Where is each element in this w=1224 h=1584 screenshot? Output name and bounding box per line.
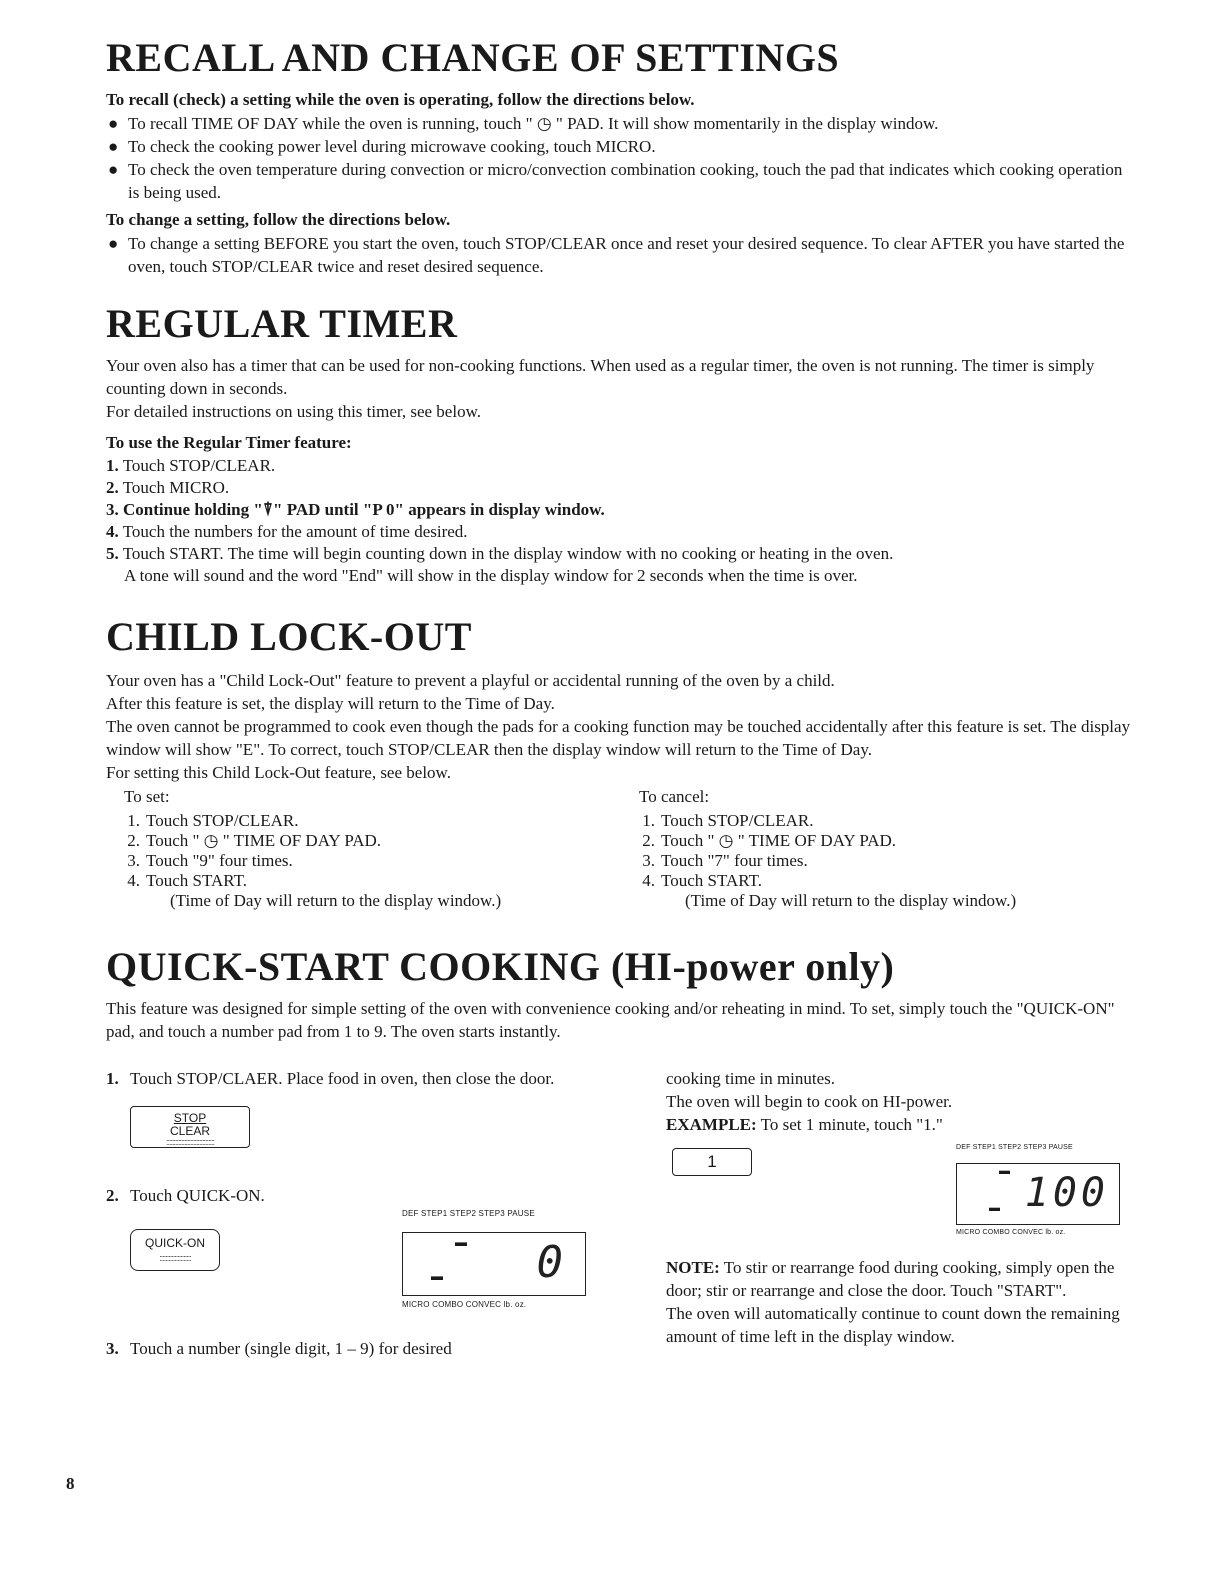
- quick-step-3: 3. Touch a number (single digit, 1 – 9) for desired: [106, 1339, 452, 1358]
- manual-page: [106, 36, 1136, 1360]
- list-item: 2. Touch " ◷ " TIME OF DAY PAD.: [642, 831, 897, 850]
- list-item: ● To recall TIME OF DAY while the oven is running, touch " ◷ " PAD. It will show momentarily in the display window.: [108, 114, 939, 133]
- quick-step-3-continued: The oven will begin to cook on HI-power.: [666, 1092, 953, 1111]
- cancel-column: [621, 786, 1136, 911]
- quick-section: [106, 945, 1136, 1360]
- recall-bullet-list: [106, 112, 1136, 204]
- list-item: 2. Touch " ◷ " TIME OF DAY PAD.: [127, 831, 382, 850]
- pad-dots: :::::::::::::::::::::: [159, 1253, 191, 1263]
- list-item: 1. Touch STOP/CLEAR.: [642, 811, 814, 830]
- timer-steps: [106, 455, 1136, 587]
- list-item-note: A tone will sound and the word "End" will show in the display window for 2 seconds when the time is over.: [124, 566, 858, 585]
- display-digits: 0: [536, 1237, 563, 1288]
- display-screen: [956, 1163, 1120, 1225]
- change-bullet-list: [106, 232, 1136, 278]
- example-figure: [666, 1136, 1136, 1256]
- number-pad-1[interactable]: 1: [672, 1148, 752, 1176]
- list-item: ● To check the cooking power level during microwave cooking, touch MICRO.: [108, 137, 656, 156]
- indicator-dash: ▬: [989, 1202, 1000, 1214]
- pad-dots: ::::::::::::::::::::::::::::::::: [165, 1137, 214, 1147]
- list-item: 3. Touch "9" four times.: [127, 851, 293, 870]
- bullet-icon: ●: [108, 234, 119, 253]
- bullet-icon: ●: [108, 114, 119, 133]
- list-item-note: (Time of Day will return to the display window.): [685, 891, 1017, 910]
- child-title: CHILD LOCK-OUT: [106, 614, 472, 659]
- timer-subheading: To use the Regular Timer feature:: [106, 433, 352, 452]
- cancel-label: To cancel:: [639, 787, 710, 806]
- list-item: 4. Touch START.: [642, 871, 762, 890]
- list-item: 4. Touch the numbers for the amount of time desired.: [106, 522, 468, 541]
- quick-step-2: 2. Touch QUICK-ON.: [106, 1186, 265, 1205]
- display-bottom-labels: MICRO COMBO CONVEC lb. oz.: [402, 1300, 527, 1309]
- list-item: ● To change a setting BEFORE you start the oven, touch STOP/CLEAR once and reset your desired sequence. To clear AFTER you have started the oven, touch STOP/CLEAR twice and reset desired sequence.: [108, 234, 1125, 276]
- note-paragraph: The oven will automatically continue to count down the remaining amount of time left in the display window.: [666, 1304, 1120, 1346]
- example-line: EXAMPLE: To set 1 minute, touch "1.": [666, 1115, 943, 1134]
- indicator-dash: ▬: [431, 1269, 443, 1283]
- display-digits: 100: [1024, 1170, 1109, 1216]
- display-top-labels: DEF STEP1 STEP2 STEP3 PAUSE: [402, 1209, 535, 1218]
- list-item: 4. Touch START.: [127, 871, 247, 890]
- list-item-note: (Time of Day will return to the display window.): [170, 891, 502, 910]
- quick-title: QUICK-START COOKING (HI-power only): [106, 944, 895, 989]
- list-item: 3. Touch "7" four times.: [642, 851, 808, 870]
- stop-clear-pad[interactable]: STOP CLEAR ::::::::::::::::::::::::::::::::: [130, 1106, 250, 1148]
- indicator-dash: ▬: [999, 1165, 1010, 1177]
- quick-right-column: [666, 1067, 1136, 1360]
- timer-paragraph: Your oven also has a timer that can be used for non-cooking functions. When used as a regular timer, the oven is not running. The timer is simply counting down in seconds.: [106, 356, 1095, 398]
- display-window: [402, 1209, 586, 1309]
- list-item: ● To check the oven temperature during convection or micro/convection combination cooking, touch the pad that indicates which cooking operation is being used.: [108, 160, 1123, 202]
- list-item: 1. Touch STOP/CLEAR.: [106, 456, 276, 475]
- child-paragraph: The oven cannot be programmed to cook even though the pads for a cooking function may be touched accidentally after this feature is set. The display window will show "E". To correct, touch STOP/CLEAR then the display window will return to the Time of Day.: [106, 717, 1131, 759]
- child-columns: [106, 786, 1136, 911]
- recall-section: [106, 36, 1136, 278]
- page-number: 8: [66, 1474, 75, 1493]
- timer-section: [106, 302, 1136, 587]
- set-steps: [106, 811, 621, 911]
- quick-step-3-continued: cooking time in minutes.: [666, 1069, 836, 1088]
- quick-on-pad[interactable]: QUICK-ON :::::::::::::::::::::: [130, 1229, 220, 1271]
- display-screen: [402, 1232, 586, 1296]
- quick-step-2-figure: [106, 1207, 666, 1337]
- note-paragraph: NOTE: To stir or rearrange food during cooking, simply open the door; stir or rearrange and close the door. Touch "START".: [666, 1258, 1115, 1300]
- change-subheading: To change a setting, follow the directions below.: [106, 210, 451, 229]
- recall-title: RECALL AND CHANGE OF SETTINGS: [106, 35, 840, 80]
- display-window: [956, 1144, 1120, 1236]
- child-paragraph: Your oven has a "Child Lock-Out" feature to prevent a playful or accidental running of the oven by a child.: [106, 671, 835, 690]
- indicator-dash: ▬: [455, 1235, 467, 1249]
- set-label: To set:: [124, 787, 170, 806]
- quick-columns: [106, 1067, 1136, 1360]
- bullet-icon: ●: [108, 160, 119, 179]
- timer-title: REGULAR TIMER: [106, 301, 458, 346]
- display-bottom-labels: MICRO COMBO CONVEC lb. oz.: [956, 1229, 1066, 1236]
- quick-left-column: [106, 1067, 666, 1360]
- timer-paragraph: For detailed instructions on using this timer, see below.: [106, 402, 481, 421]
- recall-subheading: To recall (check) a setting while the oven is operating, follow the directions below.: [106, 90, 695, 109]
- display-top-labels: DEF STEP1 STEP2 STEP3 PAUSE: [956, 1144, 1073, 1151]
- bullet-icon: ●: [108, 137, 119, 156]
- cancel-steps: [621, 811, 1136, 911]
- set-column: [106, 786, 621, 911]
- list-item: 2. Touch MICRO.: [106, 478, 230, 497]
- list-item: 1. Touch STOP/CLEAR.: [127, 811, 299, 830]
- child-paragraph: After this feature is set, the display will return to the Time of Day.: [106, 694, 555, 713]
- quick-step-1: 1. Touch STOP/CLAER. Place food in oven, then close the door.: [106, 1069, 555, 1088]
- list-item: 5. Touch START. The time will begin counting down in the display window with no cooking or heating in the oven.: [106, 544, 894, 563]
- list-item: 3. Continue holding "⍒" PAD until "P 0" appears in display window.: [106, 500, 605, 519]
- child-paragraph: For setting this Child Lock-Out feature, see below.: [106, 763, 451, 782]
- child-section: [106, 615, 1136, 911]
- quick-intro: This feature was designed for simple setting of the oven with convenience cooking and/or reheating in mind. To set, simply touch the "QUICK-ON" pad, and touch a number pad from 1 to 9. The oven starts instantly.: [106, 999, 1115, 1041]
